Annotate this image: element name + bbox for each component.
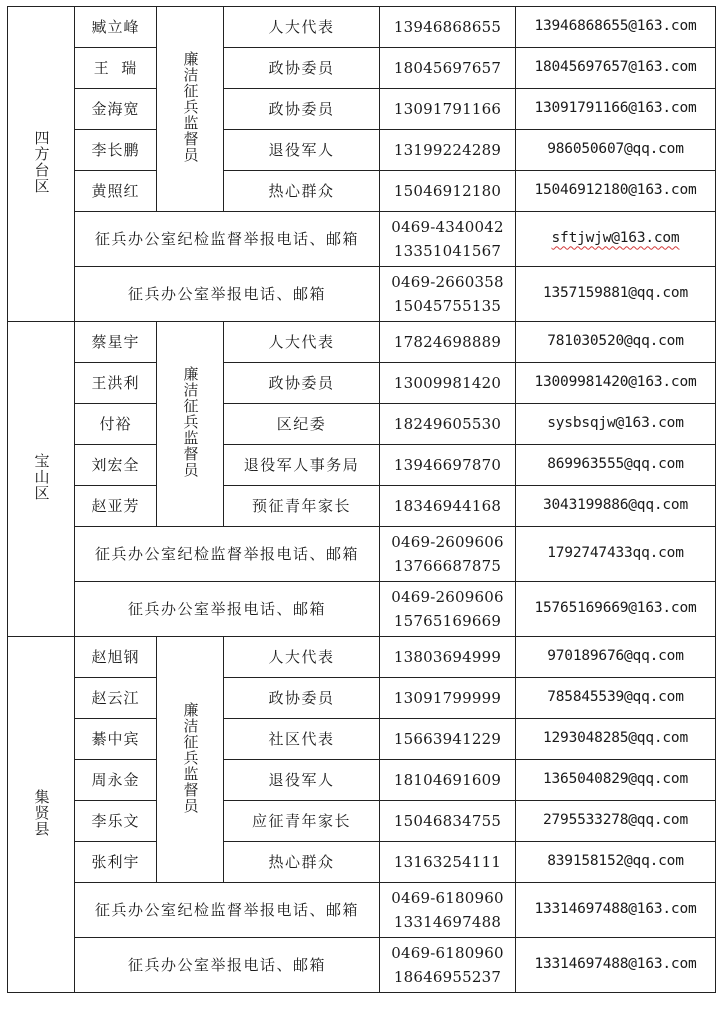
- table-row: [8, 89, 716, 130]
- member-unit: 热心群众: [224, 171, 380, 212]
- office-email: 15765169669@163.com: [516, 582, 716, 637]
- member-name: 付裕: [75, 404, 157, 445]
- member-phone: 15663941229: [380, 719, 516, 760]
- member-name: 金海宽: [75, 89, 157, 130]
- table-row: [8, 637, 716, 678]
- member-email: 869963555@qq.com: [516, 445, 716, 486]
- office-email: sftjwjw@163.com: [551, 230, 680, 247]
- member-name: 綦中宾: [75, 719, 157, 760]
- member-name: 刘宏全: [75, 445, 157, 486]
- table-row: [8, 130, 716, 171]
- table-row: [8, 363, 716, 404]
- district-name: 集贤县: [32, 788, 51, 837]
- member-phone: 13009981420: [380, 363, 516, 404]
- office-phones: [380, 938, 516, 993]
- office-phone-2: 18646955237: [393, 968, 502, 986]
- member-name: 赵旭钢: [75, 637, 157, 678]
- member-email: 13946868655@163.com: [516, 7, 716, 48]
- member-phone: 15046912180: [380, 171, 516, 212]
- member-name: 臧立峰: [75, 7, 157, 48]
- member-name: 张利宇: [75, 842, 157, 883]
- district-cell: [8, 637, 75, 993]
- member-name: 赵亚芳: [75, 486, 157, 527]
- member-name: 王 瑞: [75, 48, 157, 89]
- office-phone-1: 0469-2660358: [391, 273, 504, 291]
- office-phone-2: 15045755135: [393, 297, 502, 315]
- member-phone: 18045697657: [380, 48, 516, 89]
- office-phone-1: 0469-2609606: [391, 588, 504, 606]
- member-name: 黄照红: [75, 171, 157, 212]
- member-email: 15046912180@163.com: [516, 171, 716, 212]
- member-name: 蔡星宇: [75, 322, 157, 363]
- office-phones: [380, 883, 516, 938]
- member-email: 13009981420@163.com: [516, 363, 716, 404]
- office-phone-2: 13314697488: [393, 913, 502, 931]
- office-phones: [380, 582, 516, 637]
- office-label: 征兵办公室举报电话、邮箱: [75, 267, 380, 322]
- member-phone: 18104691609: [380, 760, 516, 801]
- member-unit: 政协委员: [224, 678, 380, 719]
- member-phone: 18346944168: [380, 486, 516, 527]
- member-unit: 预征青年家长: [224, 486, 380, 527]
- role-cell: [157, 322, 224, 527]
- office-label: 征兵办公室纪检监督举报电话、邮箱: [75, 212, 380, 267]
- table-row: [8, 719, 716, 760]
- member-unit: 政协委员: [224, 48, 380, 89]
- member-unit: 退役军人事务局: [224, 445, 380, 486]
- member-email: 2795533278@qq.com: [516, 801, 716, 842]
- office-phone-1: 0469-6180960: [391, 889, 504, 907]
- district-name: 四方台区: [32, 130, 51, 194]
- member-name: 赵云江: [75, 678, 157, 719]
- member-name: 李乐文: [75, 801, 157, 842]
- member-unit: 社区代表: [224, 719, 380, 760]
- district-cell: [8, 322, 75, 637]
- member-email: 785845539@qq.com: [516, 678, 716, 719]
- table-row: [8, 48, 716, 89]
- office-email: 1792747433qq.com: [516, 527, 716, 582]
- office-phone-1: 0469-2609606: [391, 533, 504, 551]
- office-phones: [380, 267, 516, 322]
- role-cell: [157, 637, 224, 883]
- member-phone: 13946868655: [380, 7, 516, 48]
- member-name: 李长鹏: [75, 130, 157, 171]
- member-email: 839158152@qq.com: [516, 842, 716, 883]
- office-email: 13314697488@163.com: [516, 883, 716, 938]
- member-phone: 13803694999: [380, 637, 516, 678]
- member-phone: 13199224289: [380, 130, 516, 171]
- office-label: 征兵办公室纪检监督举报电话、邮箱: [75, 883, 380, 938]
- office-row: [8, 267, 716, 322]
- table-row: [8, 322, 716, 363]
- table-row: [8, 486, 716, 527]
- table-row: [8, 171, 716, 212]
- member-email: 1293048285@qq.com: [516, 719, 716, 760]
- office-row: [8, 582, 716, 637]
- district-cell: [8, 7, 75, 322]
- office-phone-1: 0469-6180960: [391, 944, 504, 962]
- table-row: [8, 801, 716, 842]
- member-unit: 退役军人: [224, 760, 380, 801]
- member-phone: 13091799999: [380, 678, 516, 719]
- member-email: 3043199886@qq.com: [516, 486, 716, 527]
- member-unit: 区纪委: [224, 404, 380, 445]
- office-phone-1: 0469-4340042: [391, 218, 504, 236]
- office-email: 1357159881@qq.com: [516, 267, 716, 322]
- table-row: [8, 404, 716, 445]
- member-email: 13091791166@163.com: [516, 89, 716, 130]
- office-email: 13314697488@163.com: [516, 938, 716, 993]
- member-unit: 退役军人: [224, 130, 380, 171]
- role-label: 廉洁征兵监督员: [181, 51, 200, 163]
- member-unit: 政协委员: [224, 89, 380, 130]
- table-row: [8, 842, 716, 883]
- member-unit: 热心群众: [224, 842, 380, 883]
- office-phone-2: 15765169669: [393, 612, 502, 630]
- member-unit: 人大代表: [224, 637, 380, 678]
- member-phone: 13163254111: [380, 842, 516, 883]
- member-email: 1365040829@qq.com: [516, 760, 716, 801]
- member-name: 王洪利: [75, 363, 157, 404]
- table-row: [8, 678, 716, 719]
- member-phone: 13946697870: [380, 445, 516, 486]
- office-email-cell: [516, 212, 716, 267]
- member-email: sysbsqjw@163.com: [516, 404, 716, 445]
- member-unit: 人大代表: [224, 7, 380, 48]
- office-phones: [380, 527, 516, 582]
- table-row: [8, 760, 716, 801]
- member-phone: 15046834755: [380, 801, 516, 842]
- district-name: 宝山区: [32, 453, 51, 501]
- member-email: 18045697657@163.com: [516, 48, 716, 89]
- office-label: 征兵办公室举报电话、邮箱: [75, 938, 380, 993]
- member-phone: 17824698889: [380, 322, 516, 363]
- member-email: 970189676@qq.com: [516, 637, 716, 678]
- member-phone: 18249605530: [380, 404, 516, 445]
- member-email: 781030520@qq.com: [516, 322, 716, 363]
- office-row: [8, 883, 716, 938]
- table-row: [8, 7, 716, 48]
- member-unit: 人大代表: [224, 322, 380, 363]
- member-phone: 13091791166: [380, 89, 516, 130]
- supervisor-contact-table-page: [7, 6, 715, 1002]
- member-name: 周永金: [75, 760, 157, 801]
- member-unit: 应征青年家长: [224, 801, 380, 842]
- office-phone-2: 13351041567: [393, 242, 502, 260]
- office-phone-2: 13766687875: [393, 557, 502, 575]
- office-row: [8, 212, 716, 267]
- role-label: 廉洁征兵监督员: [181, 366, 200, 478]
- office-label: 征兵办公室纪检监督举报电话、邮箱: [75, 527, 380, 582]
- office-row: [8, 938, 716, 993]
- member-unit: 政协委员: [224, 363, 380, 404]
- member-email: 986050607@qq.com: [516, 130, 716, 171]
- office-phones: [380, 212, 516, 267]
- role-label: 廉洁征兵监督员: [181, 701, 200, 814]
- table-row: [8, 445, 716, 486]
- role-cell: [157, 7, 224, 212]
- office-row: [8, 527, 716, 582]
- supervisor-contact-table: [7, 6, 716, 993]
- office-label: 征兵办公室举报电话、邮箱: [75, 582, 380, 637]
